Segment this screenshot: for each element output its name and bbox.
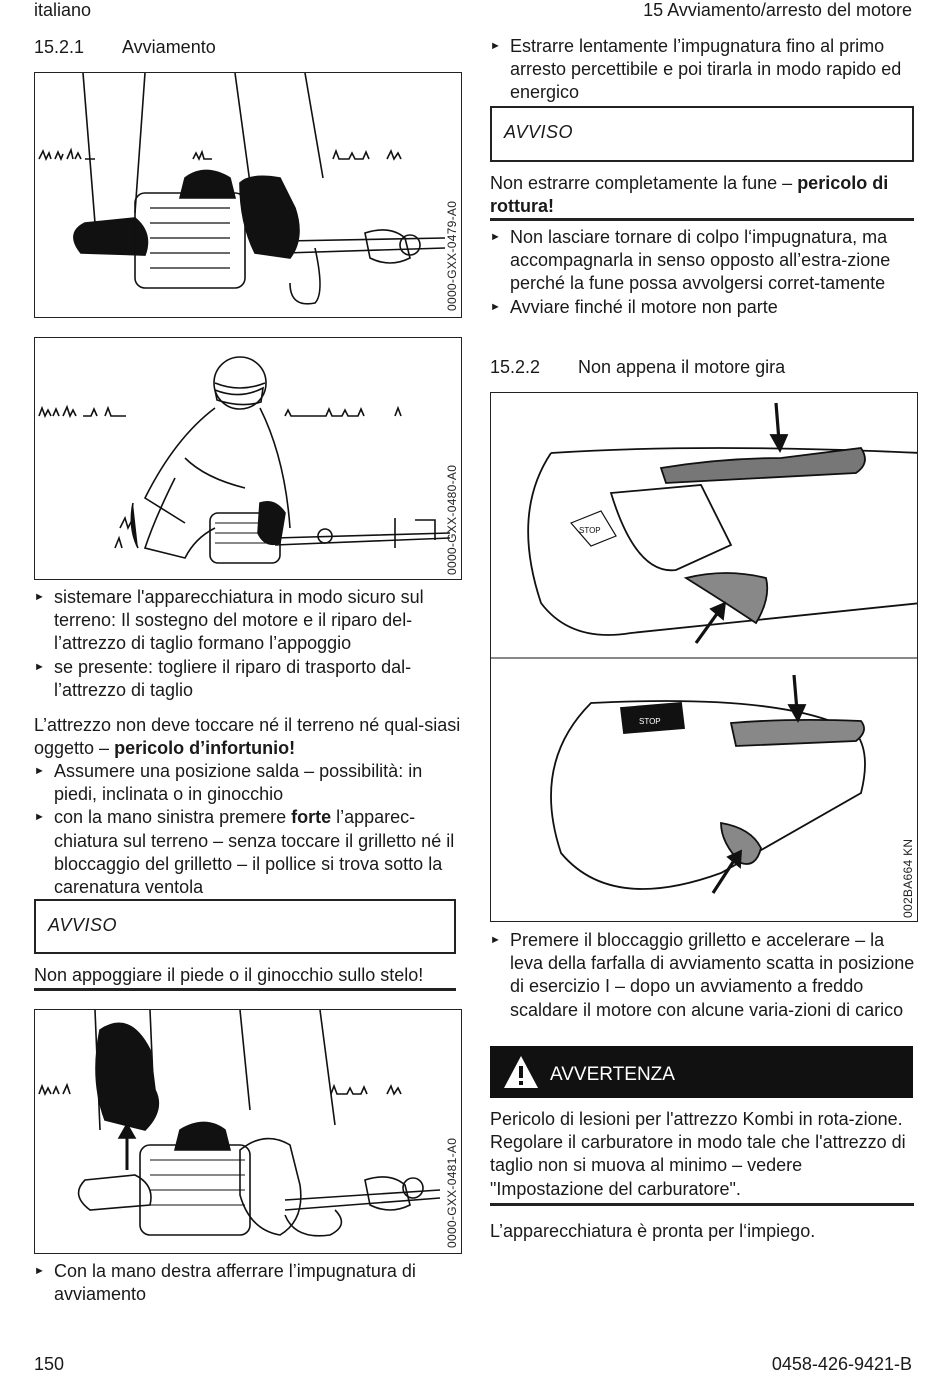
notice-box-left: [34, 899, 456, 954]
paragraph-bold: pericolo d’infortunio!: [114, 738, 296, 759]
notice-bold: pericolo di rottura!: [490, 173, 889, 217]
figure-code-2: 0000-GXX-0480-A0: [445, 464, 459, 575]
svg-text:STOP: STOP: [579, 526, 601, 535]
illustration-hand-pulling-starter: [35, 1010, 462, 1254]
warning-text: Pericolo di lesioni per l'attrezzo Kombi in rota-zione. Regolare il carburatore in modo tale che l'attrezzo di taglio non si muova al minimo – vedere "Impostazione del carburatore".: [490, 1109, 906, 1199]
figure-start-kneeling: [34, 337, 462, 580]
list-item: ► sistemare l'apparecchiatura in modo sicuro sul terreno: Il sostegno del motore e il riparo del-l’attrezzo di taglio formano l’appoggio: [34, 586, 462, 656]
divider: [490, 1203, 914, 1206]
warning-banner: [490, 1046, 913, 1098]
notice-text-left: Non appoggiare il piede o il ginocchio sullo stelo!: [34, 965, 424, 985]
figure-code-4: 002BA664 KN: [901, 838, 915, 918]
list-item: ► Assumere una posizione salda – possibilità: in piedi, inclinata o in ginocchio: [34, 760, 462, 806]
section-number: 15.2.2: [490, 357, 541, 377]
notice-text: Non estrarre completamente la fune –: [490, 173, 793, 193]
right-bullet-list-1: [490, 35, 915, 105]
illustration-kneeling-operator: [35, 338, 462, 580]
left-paragraph-warning: [34, 714, 464, 760]
illustration-handle-throttle-lock: [491, 393, 918, 922]
item-text: con la mano sinistra premere: [54, 807, 287, 828]
section-name: Non appena il motore gira: [578, 357, 786, 377]
notice-box-right: [490, 106, 914, 162]
divider: [34, 988, 456, 991]
figure-code-3: 0000-GXX-0481-A0: [445, 1137, 459, 1248]
list-item: ► Avviare finché il motore non parte: [490, 296, 915, 319]
notice-label: AVVISO: [504, 122, 574, 142]
page-number: 150: [34, 1354, 65, 1374]
left-bullet-list-c: [34, 1260, 462, 1306]
section-name: Avviamento: [122, 37, 216, 57]
header-chapter: 15 Avviamento/arresto del motore: [643, 0, 912, 20]
figure-code-1: 0000-GXX-0479-A0: [445, 200, 459, 311]
illustration-feet-hand-brushcutter: [35, 73, 462, 318]
header-language: italiano: [34, 0, 92, 20]
item-text: l’apparec-chiatura sul terreno – senza toccare il grilletto né il bloccaggio del grilletto – il pollice si trova sotto la carenatura ventola: [54, 807, 455, 898]
section-number: 15.2.1: [34, 37, 85, 57]
final-text: L’apparecchiatura è pronta per l‘impiego.: [490, 1221, 816, 1241]
list-item: ► Con la mano destra afferrare l’impugnatura di avviamento: [34, 1260, 462, 1306]
left-bullet-list-a: [34, 586, 462, 702]
list-item: ► Premere il bloccaggio grilletto e accelerare – la leva della farfalla di avviamento scatta in posizione di esercizio I – dopo un avviamento a freddo scaldare il motore con alcune varia-zioni di carico: [490, 929, 915, 1022]
right-bullet-list-2: [490, 226, 915, 319]
figure-grip-starter: [34, 1009, 462, 1254]
divider: [490, 218, 914, 221]
notice-text-right: [490, 172, 915, 218]
list-item: ► Non lasciare tornare di colpo l‘impugnatura, ma accompagnarla in senso opposto all’estra-zione perché la fune possa avvolgersi corret-tamente: [490, 226, 915, 296]
section-title-15-2-2: [490, 357, 785, 378]
svg-text:STOP: STOP: [639, 717, 661, 726]
figure-throttle-handle: [490, 392, 918, 922]
left-bullet-list-b: [34, 760, 462, 899]
warning-label: AVVERTENZA: [550, 1064, 675, 1085]
section-title-15-2-1: [34, 37, 216, 58]
notice-label: AVVISO: [48, 915, 118, 935]
list-item: ► Estrarre lentamente l’impugnatura fino al primo arresto percettibile e poi tirarla in modo rapido ed energico: [490, 35, 915, 105]
paragraph-text: L’attrezzo non deve toccare né il terreno né qual-siasi oggetto –: [34, 715, 461, 759]
list-item: [34, 806, 462, 899]
document-code: 0458-426-9421-B: [771, 1354, 912, 1374]
item-bold: forte: [291, 807, 332, 828]
list-item: ► se presente: togliere il riparo di trasporto dal-l’attrezzo di taglio: [34, 656, 462, 702]
figure-start-standing: [34, 72, 462, 318]
right-bullet-list-3: [490, 929, 915, 1022]
warning-triangle-icon: [502, 1054, 540, 1090]
